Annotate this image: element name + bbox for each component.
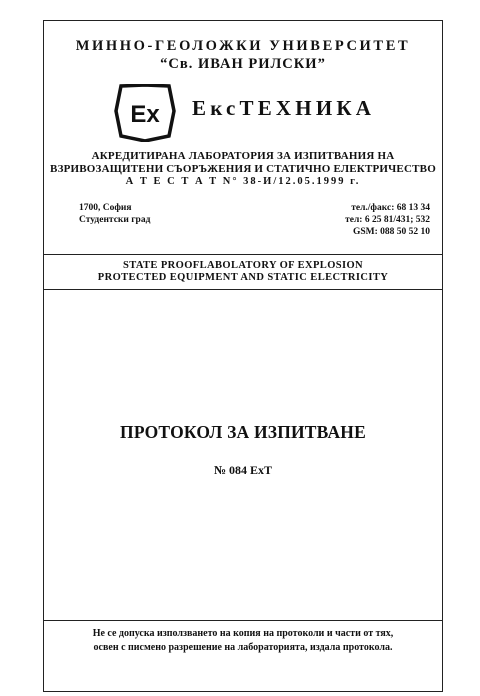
english-name-line-1: STATE PROOFLABOLATORY OF EXPLOSION [122, 260, 364, 271]
gsm: GSM: 088 50 52 10 [352, 227, 430, 237]
document-number: № 084 ExT [213, 463, 273, 477]
address-city: 1700, София [79, 203, 132, 213]
accreditation-line-1: АКРЕДИТИРАНА ЛАБОРАТОРИЯ ЗА ИЗПИТВАНИЯ НА [91, 150, 395, 162]
svg-text:Ex: Ex [130, 101, 160, 128]
ex-explosion-proof-icon [114, 84, 176, 142]
footer-notice-line-1: Не се допуска използването на копия на протоколи и части от тях, [92, 628, 394, 639]
address-district: Студентски град [79, 215, 151, 225]
phone: тел: 6 25 81/431; 532 [345, 215, 430, 225]
phone-fax: тел./факс: 68 13 34 [351, 203, 430, 213]
footer-notice-line-2: освен с писмено разрешение на лабораторията, издала протокола. [93, 642, 393, 653]
divider-top [43, 254, 443, 255]
divider-bottom [43, 289, 443, 290]
university-subtitle: “Св. ИВАН РИЛСКИ” [160, 56, 326, 72]
document-title: ПРОТОКОЛ ЗА ИЗПИТВАНЕ [120, 422, 366, 442]
english-name-line-2: PROTECTED EQUIPMENT AND STATIC ELECTRICITY [97, 272, 389, 283]
divider-footer [43, 620, 443, 621]
accreditation-certificate: А Т Е С Т А Т N° 38-И/12.05.1999 г. [125, 176, 361, 187]
accreditation-line-2: ВЗРИВОЗАЩИТЕНИ СЪОРЪЖЕНИЯ И СТАТИЧНО ЕЛЕКТРИЧЕСТВО [50, 163, 436, 175]
university-name: МИННО-ГЕОЛОЖКИ УНИВЕРСИТЕТ [75, 38, 411, 54]
lab-brand-name: ЕксТЕХНИКА [192, 96, 376, 120]
